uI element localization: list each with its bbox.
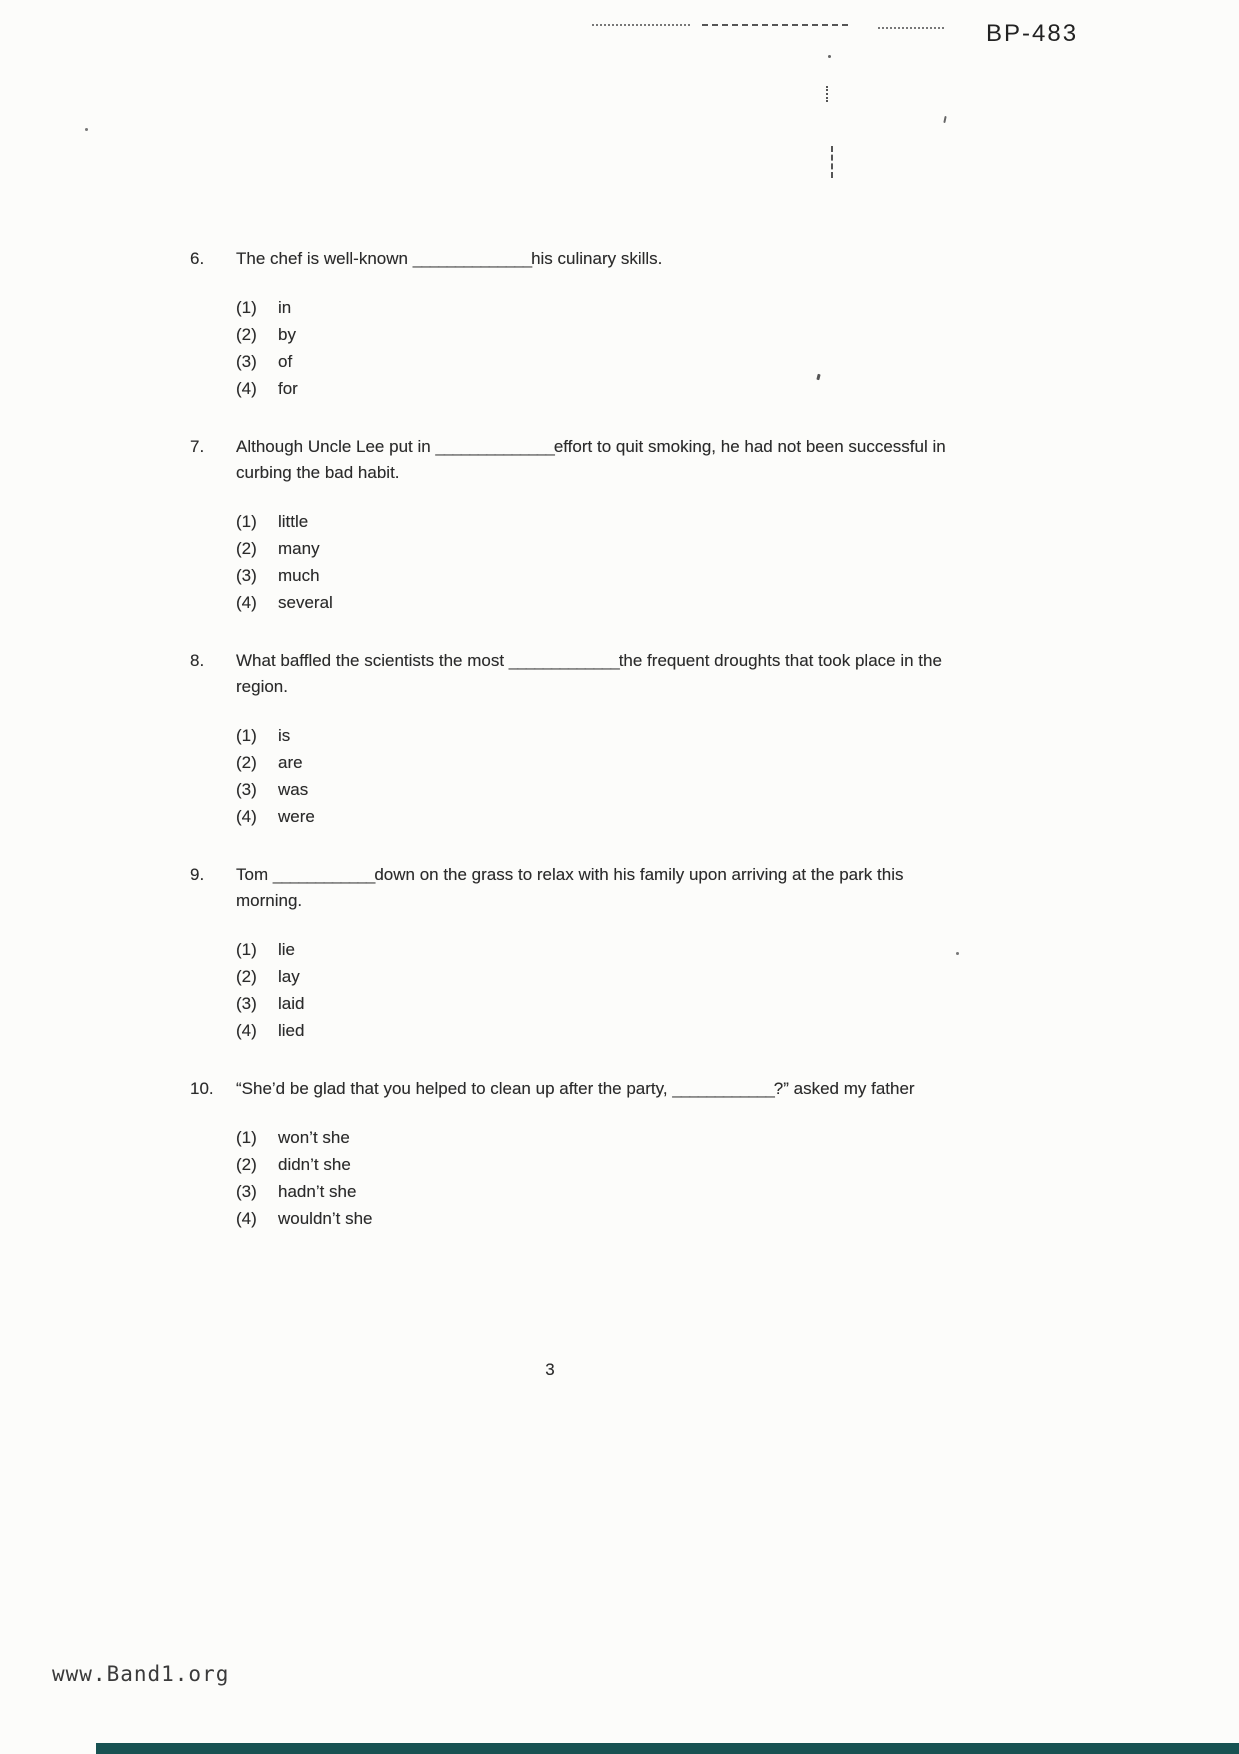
option-text: lied [278,1021,305,1040]
option-row [236,348,948,375]
question-text-post: down on the grass to relax with his family upon arriving at the park this morning. [236,865,904,910]
question-body [236,1076,948,1232]
option-label: (2) [236,753,257,772]
question-text-post: the frequent droughts that took place in the region. [236,651,942,696]
option-row [236,990,948,1017]
option-label: (2) [236,325,257,344]
option-text: didn’t she [278,1155,351,1174]
scan-artifact-dashes [831,146,833,178]
scan-artifact-mark [943,116,946,123]
options-list [236,294,948,402]
option-text: in [278,298,292,317]
option-label: (4) [236,1209,257,1228]
scan-artifact-dot [828,55,831,58]
option-row [236,963,948,990]
answer-blank: ____________ [272,865,375,884]
question-text-pre: What baffled the scientists the most [236,651,505,670]
questions-section [190,246,948,1264]
option-label: (2) [236,539,257,558]
option-label: (4) [236,1021,257,1040]
question-text [236,1076,948,1102]
question-block [190,648,948,830]
question-number: 7. [190,437,205,456]
question-number: 6. [190,249,205,268]
option-label: (3) [236,352,257,371]
option-label: (1) [236,726,257,745]
option-label: (3) [236,566,257,585]
option-label: (2) [236,1155,257,1174]
question-block [190,862,948,1044]
scan-artifact-dots [826,86,828,102]
question-text [236,246,948,272]
option-label: (3) [236,1182,257,1201]
option-row [236,722,948,749]
option-text: wouldn’t she [278,1209,373,1228]
option-row [236,321,948,348]
option-row [236,375,948,402]
option-row [236,1124,948,1151]
option-label: (1) [236,1128,257,1147]
option-text: several [278,593,333,612]
question-text [236,862,948,914]
question-body [236,648,948,830]
question-number: 9. [190,865,205,884]
options-list [236,722,948,830]
option-text: won’t she [278,1128,350,1147]
option-label: (4) [236,593,257,612]
question-text-pre: “She’d be glad that you helped to clean up after the party, [236,1079,668,1098]
website-watermark: www.Band1.org [52,1662,230,1686]
question-body [236,862,948,1044]
question-text-post: effort to quit smoking, he had not been successful in curbing the bad habit. [236,437,946,482]
options-list [236,508,948,616]
option-text: is [278,726,291,745]
option-text: lay [278,967,300,986]
question-block [190,434,948,616]
option-text: much [278,566,320,585]
answer-blank: ______________ [412,249,532,268]
option-text: many [278,539,320,558]
option-row [236,803,948,830]
question-body [236,434,948,616]
answer-blank: _____________ [508,651,619,670]
question-text-pre: Although Uncle Lee put in [236,437,431,456]
question-body [236,246,948,402]
option-text: of [278,352,293,371]
options-list [236,1124,948,1232]
option-text: little [278,512,309,531]
doc-code: BP-483 [986,20,1079,47]
question-text-post: ?” asked my father [773,1079,915,1098]
scan-artifact-dot [956,952,959,955]
option-label: (3) [236,780,257,799]
option-row [236,1151,948,1178]
option-row [236,1178,948,1205]
option-text: hadn’t she [278,1182,357,1201]
question-text-pre: Tom [236,865,269,884]
option-label: (2) [236,967,257,986]
option-row [236,776,948,803]
option-row [236,294,948,321]
option-label: (4) [236,379,257,398]
option-label: (3) [236,994,257,1013]
options-list [236,936,948,1044]
option-row [236,562,948,589]
option-text: were [278,807,315,826]
option-row [236,535,948,562]
option-text: for [278,379,298,398]
question-text-post: his culinary skills. [531,249,663,268]
option-label: (4) [236,807,257,826]
option-row [236,1017,948,1044]
page-number: 3 [545,1360,555,1379]
question-text [236,434,948,486]
scan-artifact-dashes [878,27,944,29]
scan-artifact-dashes [592,24,690,26]
option-label: (1) [236,940,257,959]
option-text: by [278,325,296,344]
question-text [236,648,948,700]
option-text: was [278,780,309,799]
question-block [190,246,948,402]
option-text: are [278,753,303,772]
bottom-scan-bar [96,1743,1239,1754]
option-text: lie [278,940,296,959]
option-row [236,1205,948,1232]
option-row [236,589,948,616]
question-text-pre: The chef is well-known [236,249,408,268]
answer-blank: ______________ [435,437,554,456]
option-label: (1) [236,512,257,531]
question-block [190,1076,948,1232]
question-number: 8. [190,651,205,670]
scan-artifact-dashes [702,24,848,26]
option-row [236,749,948,776]
scan-artifact-dot [85,128,88,131]
option-row [236,508,948,535]
option-label: (1) [236,298,257,317]
option-text: laid [278,994,305,1013]
answer-blank: ____________ [672,1079,774,1098]
question-number: 10. [190,1079,214,1098]
option-row [236,936,948,963]
